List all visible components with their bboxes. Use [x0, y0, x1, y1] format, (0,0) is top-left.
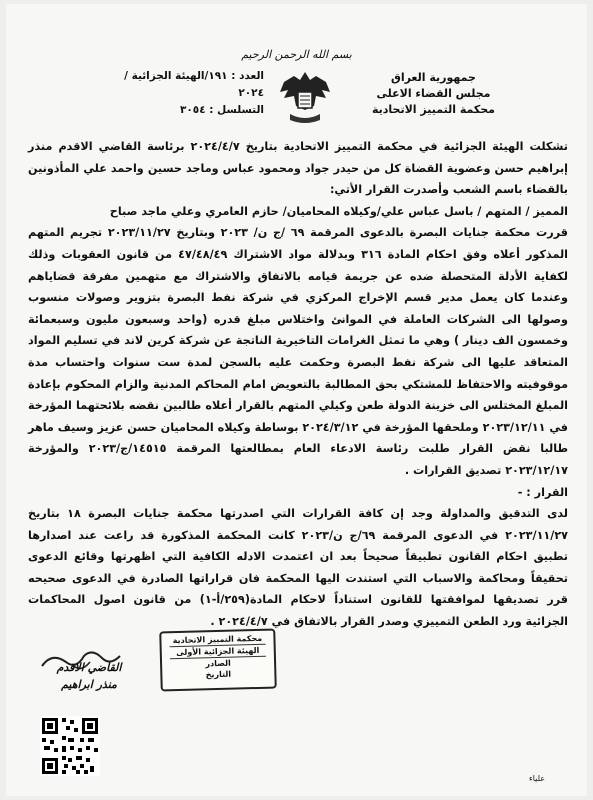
decision-label: القرار : -: [517, 485, 568, 499]
court-formation-paragraph: تشكلت الهيئة الجزائية في محكمة التمييز الاتحادية بتاريخ ٢٠٢٤/٤/٧ برئاسة القاضي الاقدم منذر إبراهيم حسن وعضوية القضاة كل من حيدر جواد ومحمود عباس وماجد حسين واحمد علي المأذونين بالقضاء باسم الشعب وأصدرت القرار الأتي:: [28, 140, 568, 197]
judge-title: القاضي الاقدم: [56, 661, 122, 674]
council-name: مجلس القضاء الاعلى: [376, 87, 491, 100]
issuer-header: [372, 70, 495, 118]
bismillah-heading: بسم الله الرحمن الرحيم: [241, 48, 352, 61]
reference-block: [114, 68, 264, 119]
stamp-issued-line: الصادر: [205, 658, 231, 669]
court-stamp: [159, 628, 277, 691]
footer-note: علياء: [528, 774, 545, 783]
decision-body: [28, 136, 568, 633]
iraq-eagle-emblem-icon: [276, 66, 334, 128]
country-name: جمهورية العراق: [390, 71, 476, 84]
document-page: [6, 4, 587, 796]
case-summary-paragraph: قررت محكمة جنايات البصرة بالدعوى المرقمة ٦٩ /ج ن/ ٢٠٢٣ وبتاريخ ٢٠٢٣/١١/٢٧ تجريم المتهم المذكور أعلاه وفق احكام المادة ٣١٦ وبدلالة مواد الاشتراك ٤٧/٤٨/٤٩ من قانون العقوبات وذلك لكفاية الأدلة المتحصلة ضده عن جريمة قيامه بالاتفاق والاشتراك مع متهمين مفرقة قضاياهم وعندما كان يعمل مدير قسم الإخراج المركزي في شركة نفط البصرة بتزوير وصولات منسوب وصولها الى الشركات العاملة في الموانئ واختلاس مبلغ قدره (واحد وسبعون مليون وسبعمائة وخمسون الف دينار ) وهي ما تمثل الغرامات التاخيرية الناتجة عن شركة كرين لاند في تسليم المواد المتعاقد عليها الى شركة نفط البصرة وحكمت عليه بالسجن لمدة ست سنوات واحتساب مدة موقوفيته والاحتفاظ للمشتكي بحق المطالبة بالتعويض امام المحاكم المدنية والزام المحكوم بإعادة المبلغ المختلس الى خزينة الدولة طعن وكيلي المتهم بالقرار أعلاه طالبين نقضه بلائحتهما المؤرخة في ٢٠٢٣/١٢/١١ وملحقها المؤرخة في ٢٠٢٤/٣/١٢ بوساطة وكيلاه المحاميان حسن عزيز وسيف ماهر طالبا نقض القرار طلبت رئاسة الادعاء العام بمطالعتها المرقمة ١٤٥١٥/ج/٢٠٢٣ والمؤرخة ٢٠٢٣/١٢/١٧ تصديق القرارات .: [28, 226, 569, 477]
stamp-date-line: التاريخ: [205, 669, 232, 680]
judge-name: منذر ابراهيم: [61, 678, 117, 691]
sequence-number: التسلسل : ٣٠٥٤: [179, 104, 264, 116]
stamp-panel-line: الهيئة الجزائية الأولى: [170, 645, 266, 660]
appellant-paragraph: المميز / المتهم / باسل عباس علي/وكيلاه المحاميان/ حازم العامري وعلي ماجد صباح: [109, 204, 568, 218]
ruling-paragraph: لدى التدقيق والمداولة وجد إن كافة القرارات التي اصدرتها محكمة جنايات البصرة ١٨ بتاريخ ٢٠٢٣/١١/٢٧ في الدعوى المرقمة ٦٩/ج ن/٢٠٢٣ كانت المحكمة المذكورة قد راعت عند اصدارها تطبيق احكام القانون تطبيقاً صحيحاً بعد ان اعتمدت الادله الكافية التي اظهرتها وقائع الدعوى تحقيقاً ومحاكمة والاسباب التي استندت اليها المحكمة فان قراراتها الصادرة في الدعوى صحيحه قرر تصديقها لموافقتها للقانون استناداً لاحكام المادة(٢٥٩/أ-١) من قانون اصول المحاكمات الجزائية ورد الطعن التمييزي وصدر القرار بالاتفاق في ٢٠٢٤/٤/٧ .: [28, 507, 569, 629]
signature-scribble-icon: [32, 644, 128, 704]
stamp-court-line: محكمة التمييز الاتحادية: [169, 633, 265, 648]
qr-code-icon: [40, 716, 100, 776]
reference-number: العدد : ١٩١/الهيئة الجزائية / ٢٠٢٤: [124, 70, 264, 99]
court-name: محكمة التمييز الاتحادية: [371, 103, 495, 116]
